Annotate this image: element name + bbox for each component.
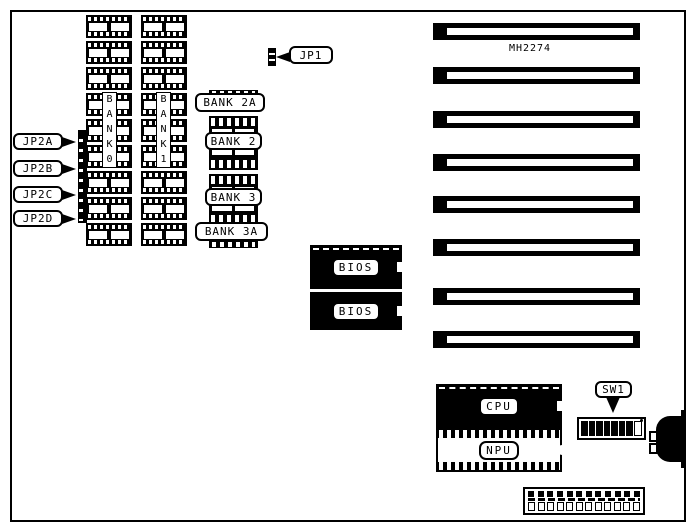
power-socket	[614, 502, 621, 511]
jp1-pointer	[276, 52, 290, 62]
memory-chip	[86, 171, 132, 194]
model-label: MH2274	[508, 43, 552, 54]
chip-body	[143, 231, 185, 239]
power-pin	[538, 491, 544, 497]
chip-body	[88, 75, 130, 83]
jp2a-pointer	[62, 137, 76, 147]
power-socket	[633, 502, 640, 511]
chip-pin-row	[88, 43, 130, 47]
memory-chip	[141, 197, 187, 220]
simm-pin-row	[211, 118, 256, 126]
motherboard-diagram	[10, 10, 686, 522]
chip-pin-row	[88, 32, 130, 36]
chip-body	[88, 179, 130, 187]
socket-notch	[557, 445, 563, 455]
npu-body	[438, 438, 560, 462]
memory-chip	[86, 41, 132, 64]
chip-pin-row	[143, 214, 185, 218]
power-pin	[605, 491, 611, 497]
bios-chip-top	[310, 245, 402, 289]
dip-switch-position	[634, 421, 643, 436]
chip-body	[143, 23, 185, 31]
bank1-label: B A N K 1	[156, 92, 171, 168]
chip-body	[143, 49, 185, 57]
power-pin	[624, 491, 630, 497]
expansion-slot	[433, 67, 640, 84]
expansion-slot	[433, 111, 640, 128]
bios-top-label: BIOS	[333, 259, 380, 276]
chip-pin-row	[143, 32, 185, 36]
power-socket	[585, 502, 592, 511]
keyboard-pin	[649, 431, 658, 442]
chip-body	[88, 23, 130, 31]
chip-pin-row	[88, 17, 130, 21]
power-pin	[557, 491, 563, 497]
chip-pin-row	[143, 43, 185, 47]
npu-label: NPU	[479, 441, 519, 460]
jp2a-callout: JP2A	[13, 133, 63, 150]
power-pins-top	[528, 491, 640, 497]
chip-pin-row	[143, 225, 185, 229]
bank3a-label: BANK 3A	[195, 222, 268, 241]
chip-pin-row	[143, 69, 185, 73]
pin1-marker	[313, 248, 399, 250]
power-pin	[595, 491, 601, 497]
chip-body	[143, 205, 185, 213]
cpu-chip	[436, 384, 562, 428]
expansion-slot	[433, 239, 640, 256]
power-socket	[557, 502, 564, 511]
chip-pin-row	[88, 173, 130, 177]
dip-switch-position	[604, 421, 611, 436]
keyboard-pin	[649, 443, 658, 454]
chip-pin-row	[143, 17, 185, 21]
jp2d-callout: JP2D	[13, 210, 63, 227]
dip-switch-sw1	[577, 417, 646, 440]
power-socket	[538, 502, 545, 511]
npu-socket	[436, 428, 562, 472]
chip-body	[143, 179, 185, 187]
chip-pin-row	[88, 240, 130, 244]
slot-opening	[447, 336, 633, 343]
chip-body	[88, 231, 130, 239]
chip-pin-row	[88, 84, 130, 88]
jp2-header-strip	[78, 130, 87, 223]
bank3-label: BANK 3	[205, 188, 262, 206]
memory-chip	[141, 223, 187, 246]
simm-edge-bottom	[209, 241, 258, 248]
dip-switch-position	[619, 421, 626, 436]
memory-chip	[86, 15, 132, 38]
expansion-slot	[433, 23, 640, 40]
power-pin	[615, 491, 621, 497]
memory-chip	[86, 223, 132, 246]
power-socket	[595, 502, 602, 511]
expansion-slot	[433, 331, 640, 348]
dip-switch-position	[611, 421, 618, 436]
power-socket	[576, 502, 583, 511]
jp2c-callout: JP2C	[13, 186, 63, 203]
expansion-slots	[433, 12, 640, 352]
jp1-jumper	[268, 48, 276, 66]
chip-pin-row	[143, 84, 185, 88]
jp2c-pointer	[62, 190, 76, 200]
power-socket	[528, 502, 535, 511]
chip-pin-row	[143, 173, 185, 177]
power-pin	[547, 491, 553, 497]
bank0-label: B A N K 0	[102, 92, 117, 168]
chip-pin-row	[88, 225, 130, 229]
simm-pin-row	[211, 160, 256, 168]
jp2b-pointer	[62, 164, 76, 174]
power-pins-bottom	[528, 502, 640, 511]
dip-switch-position	[626, 421, 633, 436]
slot-opening	[447, 72, 633, 79]
expansion-slot	[433, 154, 640, 171]
chip-notch	[397, 262, 403, 272]
chip-body	[143, 75, 185, 83]
slot-opening	[447, 116, 633, 123]
expansion-slot	[433, 288, 640, 305]
power-pin	[634, 491, 640, 497]
power-pin	[567, 491, 573, 497]
keyboard-connector	[656, 416, 686, 462]
power-socket	[623, 502, 630, 511]
power-pin	[576, 491, 582, 497]
chip-notch	[397, 306, 403, 316]
chip-notch	[557, 401, 563, 411]
bios-chip-bottom	[310, 292, 402, 330]
chip-pin-row	[143, 188, 185, 192]
bios-bottom-label: BIOS	[333, 303, 380, 320]
sw1-pointer	[606, 397, 620, 413]
bank2-label: BANK 2	[205, 132, 262, 150]
memory-chip	[141, 41, 187, 64]
jp2d-pointer	[62, 214, 76, 224]
memory-chip	[141, 171, 187, 194]
dip-switch-position	[589, 421, 596, 436]
chip-pin-row	[88, 58, 130, 62]
slot-opening	[447, 159, 633, 166]
bank2a-label: BANK 2A	[195, 93, 265, 112]
power-socket	[604, 502, 611, 511]
pin1-marker	[439, 387, 559, 389]
npu-pin-row	[438, 462, 560, 470]
dip-switch-position	[596, 421, 603, 436]
simm-pin-row	[211, 176, 256, 184]
jp1-callout: JP1	[289, 46, 333, 64]
chip-pin-row	[88, 69, 130, 73]
chip-pin-row	[143, 58, 185, 62]
memory-chip	[86, 197, 132, 220]
chip-pin-row	[88, 199, 130, 203]
power-socket	[566, 502, 573, 511]
dip-switch-position	[581, 421, 588, 436]
cpu-label: CPU	[480, 398, 518, 415]
chip-pin-row	[143, 240, 185, 244]
memory-chip	[141, 15, 187, 38]
power-socket	[547, 502, 554, 511]
memory-chip	[141, 67, 187, 90]
power-pin	[586, 491, 592, 497]
jp2b-callout: JP2B	[13, 160, 63, 177]
slot-opening	[447, 293, 633, 300]
slot-opening	[447, 244, 633, 251]
chip-body	[88, 49, 130, 57]
expansion-slot	[433, 196, 640, 213]
slot-opening	[447, 201, 633, 208]
slot-opening	[447, 28, 633, 35]
chip-pin-row	[88, 188, 130, 192]
memory-chip	[86, 67, 132, 90]
sw1-callout: SW1	[595, 381, 632, 398]
chip-pin-row	[143, 199, 185, 203]
chip-body	[88, 205, 130, 213]
power-pin	[528, 491, 534, 497]
power-connector	[523, 487, 645, 515]
chip-pin-row	[88, 214, 130, 218]
power-connector-band	[528, 498, 640, 501]
npu-pin-row	[438, 430, 560, 438]
